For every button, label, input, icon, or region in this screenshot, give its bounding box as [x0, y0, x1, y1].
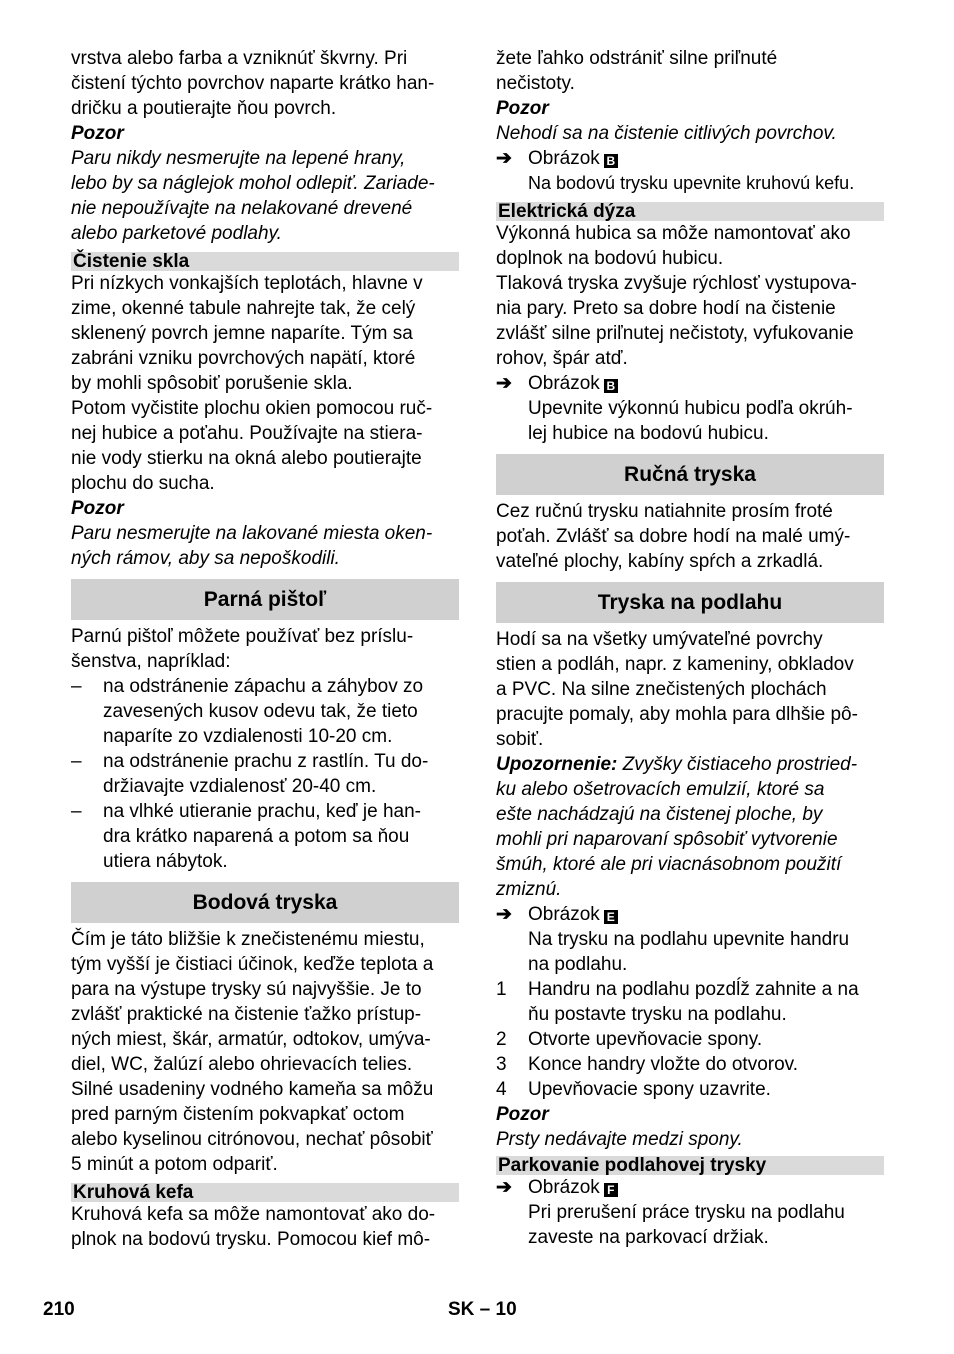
- figure-badge: B: [604, 379, 618, 393]
- section-heading-tryska-na-podlahu: Tryska na podlahu: [496, 582, 884, 623]
- section-heading-bodova-tryska: Bodová tryska: [71, 882, 459, 923]
- kefa-step: Na bodovú trysku upevnite kruhovú kefu.: [528, 173, 855, 193]
- cistenie-skla-text: Pri nízkych vonkajších teplotách, hlavne v zime, okenné tabule nahrejte tak, že celý sklenený povrch jemne naparíte. Tým sa zabráni vzniku povrchových napätí, ktoré by mohli spôsobiť porušenie skla. Potom vyčistite plochu okien pomocou ruč- nej hubice a poťahu. Používajte na stiera- nie vody stierku na okná alebo poutierajte plochu do sucha.: [71, 273, 433, 494]
- pozor-heading: Pozor: [71, 123, 124, 144]
- page-label: SK – 10: [448, 1299, 517, 1320]
- podlaha-step: Na trysku na podlahu upevnite handru na podlahu.: [528, 929, 850, 975]
- arrow-icon: ➔: [496, 1177, 512, 1198]
- continued-text: žete ľahko odstrániť silne priľnuté nečistoty.: [496, 48, 778, 94]
- figure-reference: ➔ Obrázok E: [496, 902, 884, 927]
- figure-reference: ➔ Obrázok B: [496, 371, 884, 396]
- figure-badge: F: [604, 1183, 618, 1197]
- figure-reference: ➔ Obrázok F: [496, 1175, 884, 1200]
- list-dash: –: [71, 801, 82, 822]
- pozor-text: Nehodí sa na čistenie citlivých povrchov.: [496, 123, 837, 144]
- list-item: – na odstránenie zápachu a záhybov zo zavesených kusov odevu tak, že tieto naparíte zo vzdialenosti 10-20 cm.: [71, 676, 424, 747]
- list-dash: –: [71, 751, 82, 772]
- upozornenie-label: Upozornenie:: [496, 754, 618, 775]
- section-heading-rucna-tryska: Ručná tryska: [496, 454, 884, 495]
- elektricka-step: Upevnite výkonnú hubicu podľa okrúh- lej hubice na bodovú hubicu.: [528, 398, 853, 444]
- subheading-parkovanie: Parkovanie podlahovej trysky: [496, 1156, 884, 1175]
- list-item: – na odstránenie prachu z rastlín. Tu do- držiavajte vzdialenosť 20-40 cm.: [71, 751, 429, 797]
- pozor-heading: Pozor: [496, 1104, 549, 1125]
- step-number: 2: [496, 1029, 507, 1050]
- intro-paragraph: vrstva alebo farba a vzniknúť škvrny. Pri čistení týchto povrchov naparte krátko han- dričku a poutierajte ňou povrch.: [71, 48, 435, 119]
- numbered-step: 4 Upevňovacie spony uzavrite.: [496, 1079, 771, 1100]
- pozor-heading: Pozor: [496, 98, 549, 119]
- subheading-elektricka-dyza: Elektrická dýza: [496, 202, 884, 221]
- bodova-tryska-text: Čím je táto bližšie k znečistenému miestu, tým vyšší je čistiaci účinok, keďže teplota a para na výstupe trysky sú najvyššie. Je to zvlášť praktické na čistenie ťažko prístup- ných miest, škár, armatúr, odtokov, umýva- diel, WC, žalúzí alebo ohrievacích telies. Silné usadeniny vodného kameňa sa môžu pred parným čistením pokvapkať octom alebo kyselinou citrónovou, nechať pôsobiť 5 minút a potom odpariť.: [71, 929, 434, 1175]
- pozor-text: Paru nikdy nesmerujte na lepené hrany, lebo by sa náglejok mohol odlepiť. Zariade- nie nepoužívajte na nelakované drevené alebo parketové podlahy.: [71, 148, 435, 244]
- arrow-icon: ➔: [496, 904, 512, 925]
- parkovanie-step: Pri prerušení práce trysku na podlahu zaveste na parkovací držiak.: [528, 1202, 845, 1248]
- left-column: [71, 46, 459, 1252]
- arrow-icon: ➔: [496, 373, 512, 394]
- elektricka-dyza-text: Výkonná hubica sa môže namontovať ako doplnok na bodovú hubicu. Tlaková tryska zvyšuje rýchlosť vystupova- nia pary. Preto sa dobre hodí na čistenie zvlášť silne priľnutej nečistoty, vyfukovanie rohov, špár atď.: [496, 223, 857, 369]
- figure-reference: ➔ Obrázok B: [496, 146, 884, 171]
- arrow-icon: ➔: [496, 148, 512, 169]
- step-number: 1: [496, 979, 507, 1000]
- figure-badge: B: [604, 154, 618, 168]
- kruhova-kefa-text: Kruhová kefa sa môže namontovať ako do- plnok na bodovú trysku. Pomocou kief mô-: [71, 1204, 436, 1250]
- pozor-text: Paru nesmerujte na lakované miesta oken- ných rámov, aby sa nepoškodili.: [71, 523, 433, 569]
- page-number: 210: [43, 1299, 75, 1320]
- pozor-heading: Pozor: [71, 498, 124, 519]
- numbered-step: 2 Otvorte upevňovacie spony.: [496, 1029, 763, 1050]
- subheading-kruhova-kefa: Kruhová kefa: [71, 1183, 459, 1202]
- list-dash: –: [71, 676, 82, 697]
- tryska-na-podlahu-text: Hodí sa na všetky umývateľné povrchy stien a podláh, napr. z kameniny, obkladov a PVC. Na silne znečistených plochách pracujte pomaly, aby mohla para dlhšie pô- sobiť.: [496, 629, 858, 750]
- upozornenie-note: Upozornenie: Zvyšky čistiaceho prostried- ku alebo ošetrovacích emulzií, ktoré sa ešte nachádzajú na čistenej ploche, by mohli pri naparovaní spôsobiť vytvorenie šmúh, ktoré ale pri viacnásobnom použití zmiznú.: [496, 754, 858, 900]
- numbered-step: 1 Handru na podlahu pozdĺž zahnite a na ňu postavte trysku na podlahu.: [496, 979, 859, 1025]
- rucna-tryska-text: Cez ručnú trysku natiahnite prosím froté poťah. Zvlášť sa dobre hodí na malé umý- vateľné plochy, kabíny spŕch a zrkadlá.: [496, 501, 851, 572]
- section-heading-parna-pistol: Parná pištoľ: [71, 579, 459, 620]
- numbered-step: 3 Konce handry vložte do otvorov.: [496, 1054, 799, 1075]
- pozor-text: Prsty nedávajte medzi spony.: [496, 1129, 743, 1150]
- subheading-cistenie-skla: Čistenie skla: [71, 252, 459, 271]
- step-number: 3: [496, 1054, 507, 1075]
- step-number: 4: [496, 1079, 507, 1100]
- parna-pistol-intro: Parnú pištoľ môžete používať bez príslu- šenstva, napríklad:: [71, 626, 414, 672]
- right-column: [496, 46, 884, 1250]
- figure-badge: E: [604, 910, 618, 924]
- list-item: – na vlhké utieranie prachu, keď je han- dra krátko naparená a potom sa ňou utiera nábytok.: [71, 801, 421, 872]
